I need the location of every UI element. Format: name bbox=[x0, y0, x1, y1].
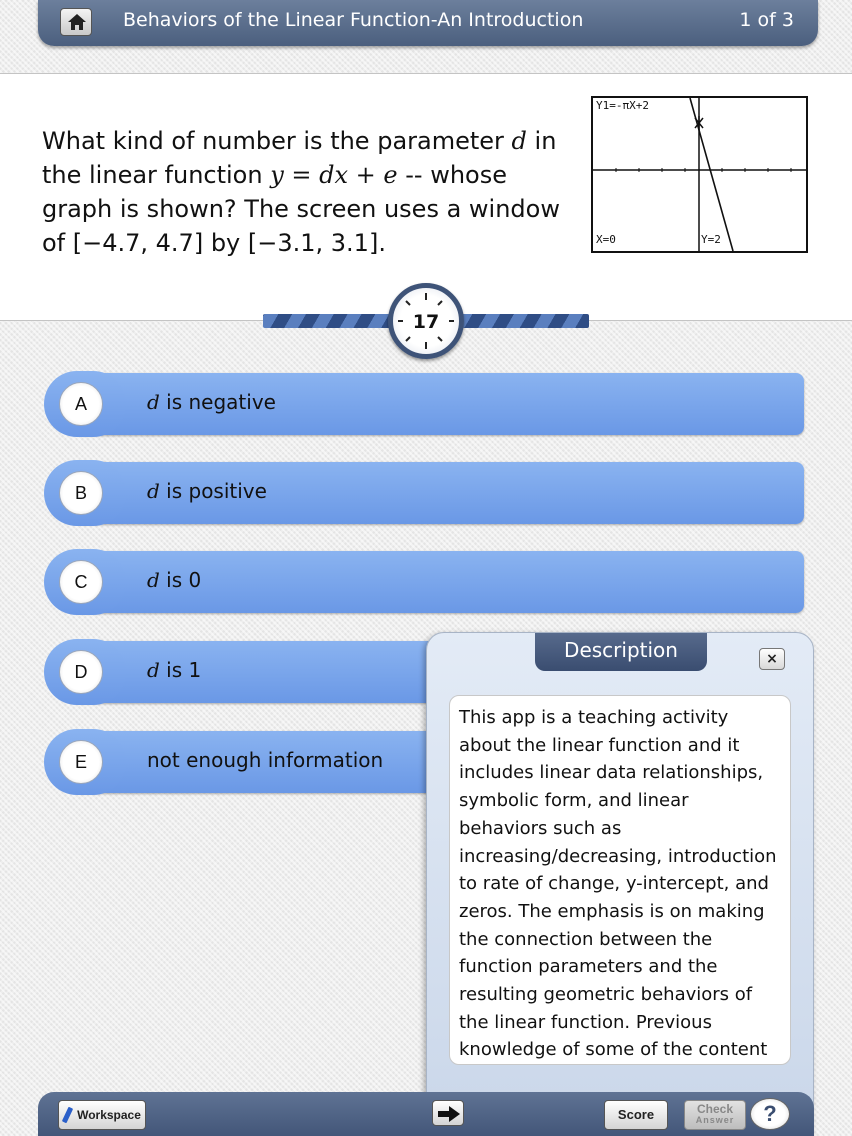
choice-b[interactable] bbox=[44, 460, 804, 526]
graph-plot bbox=[593, 98, 806, 251]
close-icon: × bbox=[766, 651, 778, 667]
choice-letter[interactable]: E bbox=[59, 740, 103, 784]
choice-variable: d bbox=[147, 390, 160, 414]
choice-label bbox=[147, 658, 201, 682]
check-answer-sublabel: Answer bbox=[695, 1115, 735, 1125]
question-text bbox=[42, 124, 572, 260]
check-answer-label: Check bbox=[696, 1102, 734, 1116]
parameter-d: d bbox=[511, 127, 527, 155]
calculator-graph-screen bbox=[591, 96, 808, 253]
timer-value: 17 bbox=[412, 311, 440, 333]
choice-label-text: is 1 bbox=[159, 658, 202, 682]
home-button[interactable] bbox=[60, 8, 92, 36]
description-body[interactable]: This app is a teaching activity about the linear function and it includes linear data relationships, symbolic form, and linear behaviors such as increasing/decreasing, introduction to rate of change, y-intercept, and zeros. The emphasis is on making the connection between the function parameters and the resulting geometric behaviors of the linear function. Previous knowledge of some of the content bbox=[449, 695, 791, 1065]
home-icon bbox=[66, 12, 88, 32]
question-text-part: -- whose graph is shown? The screen uses a window of [−4.7, 4.7] by [−3.1, 3.1]. bbox=[42, 161, 560, 257]
choice-letter[interactable]: B bbox=[59, 471, 103, 515]
check-answer-button[interactable] bbox=[684, 1100, 746, 1130]
page-indicator: 1 of 3 bbox=[739, 9, 794, 31]
choice-label-text: not enough information bbox=[147, 748, 384, 772]
description-title: Description bbox=[535, 633, 707, 671]
x-readout: X=0 bbox=[596, 233, 616, 246]
question-text-part: in the linear function bbox=[42, 127, 557, 189]
choice-label-text: is negative bbox=[159, 390, 276, 414]
choice-a[interactable] bbox=[44, 371, 804, 437]
choice-label bbox=[147, 568, 201, 592]
description-popup bbox=[426, 632, 814, 1136]
choice-variable: d bbox=[147, 479, 160, 503]
choice-letter[interactable]: C bbox=[59, 560, 103, 604]
workspace-label: Workspace bbox=[77, 1108, 141, 1122]
countdown-timer bbox=[388, 283, 464, 359]
choice-label bbox=[147, 479, 267, 503]
choice-label bbox=[147, 748, 383, 772]
page-title: Behaviors of the Linear Function-An Introduction bbox=[123, 9, 584, 31]
function-formula: y = dx + e bbox=[270, 161, 398, 189]
choice-variable: d bbox=[147, 568, 160, 592]
question-text-part: What kind of number is the parameter bbox=[42, 127, 512, 155]
help-icon: ? bbox=[763, 1101, 777, 1126]
y-readout: Y=2 bbox=[701, 233, 721, 246]
close-button[interactable] bbox=[759, 648, 785, 670]
equation-readout: Y1=-πX+2 bbox=[596, 99, 649, 112]
pencil-icon bbox=[62, 1107, 73, 1124]
score-button[interactable]: Score bbox=[604, 1100, 668, 1130]
arrow-right-icon bbox=[437, 1105, 461, 1123]
choice-label-text: is 0 bbox=[159, 568, 202, 592]
choice-letter[interactable]: A bbox=[59, 382, 103, 426]
help-button[interactable] bbox=[750, 1098, 790, 1130]
workspace-button[interactable] bbox=[58, 1100, 146, 1130]
choice-variable: d bbox=[147, 658, 160, 682]
choice-label-text: is positive bbox=[159, 479, 267, 503]
next-button[interactable] bbox=[432, 1100, 464, 1126]
header-bar bbox=[38, 0, 818, 46]
choice-label bbox=[147, 390, 276, 414]
bottom-toolbar bbox=[38, 1092, 814, 1136]
choice-letter[interactable]: D bbox=[59, 650, 103, 694]
choice-c[interactable] bbox=[44, 549, 804, 615]
